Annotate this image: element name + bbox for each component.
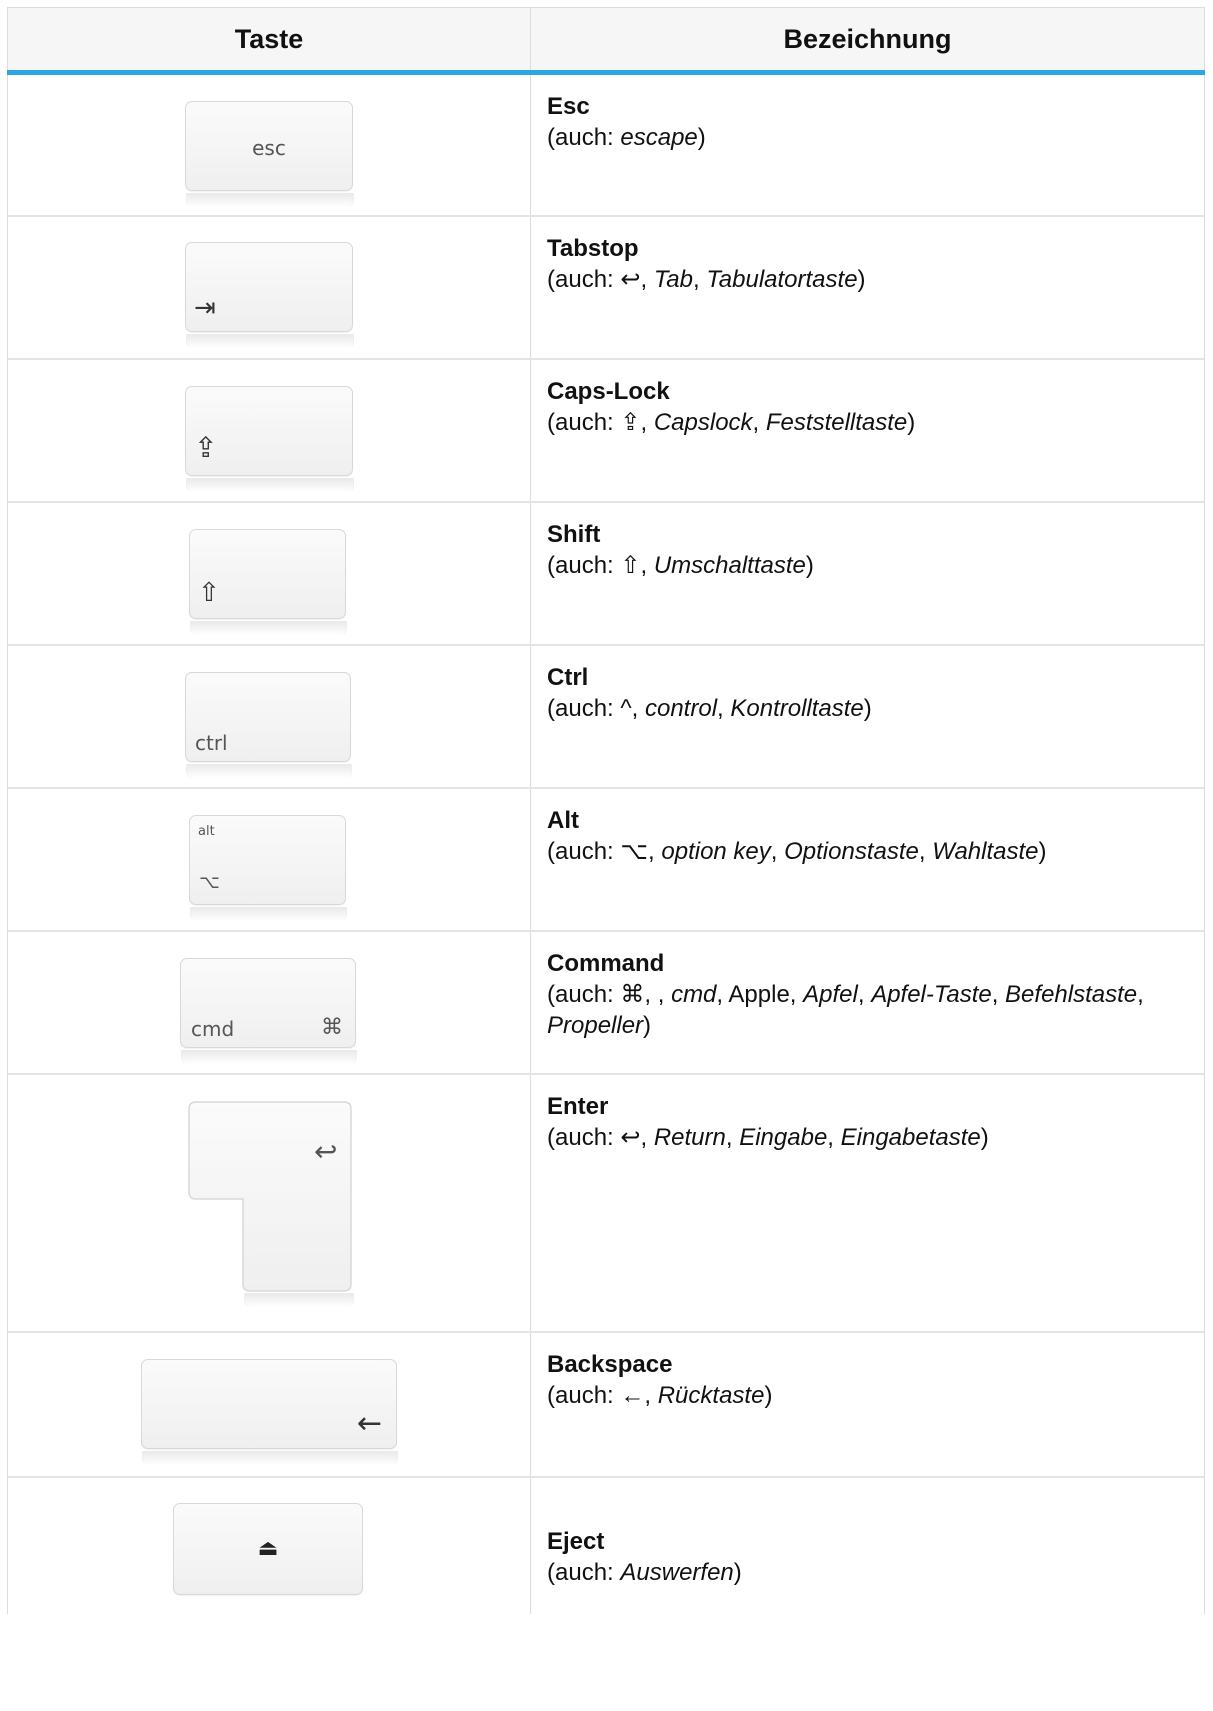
key-name: Shift <box>547 521 601 548</box>
alias-prefix: (auch: <box>547 1559 621 1586</box>
alias-term: Tab <box>653 266 693 293</box>
alias-separator: ^ <box>620 695 632 722</box>
header-bezeichnung: Bezeichnung <box>783 23 952 54</box>
key-aliases <box>547 266 866 293</box>
alias-separator: , Apple, <box>716 981 804 1008</box>
alias-prefix: (auch: <box>547 695 621 722</box>
key-aliases <box>547 1382 772 1409</box>
alias-suffix: ) <box>1038 838 1047 865</box>
alias-suffix: ) <box>863 695 872 722</box>
backspace-icon: ← <box>356 1406 382 1441</box>
alias-suffix: ) <box>907 409 916 436</box>
alias-separator: ⇪ <box>620 409 641 436</box>
description-cell <box>531 932 1204 1073</box>
key-cell <box>8 1478 531 1614</box>
table-row <box>7 1478 1205 1614</box>
alias-term: Return <box>653 1124 726 1151</box>
alias-prefix: (auch: <box>547 1124 621 1151</box>
alias-term: Optionstaste <box>784 838 919 865</box>
key-aliases <box>547 838 1047 865</box>
alias-separator: , <box>857 981 872 1008</box>
alias-term: Rücktaste <box>657 1382 765 1409</box>
alias-suffix: ) <box>764 1382 773 1409</box>
alias-separator: , <box>640 409 654 436</box>
alias-term: control <box>644 695 718 722</box>
key-reflection <box>181 1050 357 1064</box>
key-label: esc <box>252 136 286 160</box>
key-reflection <box>186 193 354 207</box>
header-taste: Taste <box>8 8 531 70</box>
alias-term: Apfel-Taste <box>871 981 992 1008</box>
alias-separator: , <box>640 1124 654 1151</box>
alias-term: Auswerfen <box>620 1559 734 1586</box>
alias-separator: , <box>640 266 654 293</box>
table-row <box>7 646 1205 789</box>
alias-separator: , <box>644 981 658 1008</box>
key-cell <box>8 75 531 215</box>
key-name: Enter <box>547 1093 609 1120</box>
alias-separator: , <box>631 695 645 722</box>
alias-term: Eingabe <box>739 1124 828 1151</box>
eject-icon: ⏏ <box>257 1536 279 1561</box>
alias-prefix: (auch: <box>547 981 621 1008</box>
alias-separator: ⌥ <box>620 838 649 865</box>
alias-prefix: (auch: <box>547 409 621 436</box>
alias-prefix: (auch: <box>547 266 621 293</box>
key-cell <box>8 1333 531 1476</box>
ctrl-key-image <box>185 672 351 762</box>
alias-separator: , <box>1137 981 1144 1008</box>
key-name: Alt <box>547 807 579 834</box>
key-cell <box>8 932 531 1073</box>
key-table <box>7 7 1205 1614</box>
alias-separator: , <box>918 838 933 865</box>
alias-separator: , <box>692 266 707 293</box>
alias-term: Propeller <box>547 1012 644 1039</box>
key-name: Backspace <box>547 1351 673 1378</box>
alias-prefix: (auch: <box>547 1382 621 1409</box>
table-row <box>7 217 1205 360</box>
cmd-key-image <box>180 958 356 1048</box>
option-icon: ⌥ <box>199 872 220 893</box>
tab-icon: ⇥ <box>194 293 216 323</box>
key-cell <box>8 360 531 501</box>
key-cell <box>8 503 531 644</box>
description-cell <box>531 1478 1204 1614</box>
alias-prefix: (auch: <box>547 124 621 151</box>
backspace-key-image <box>141 1359 397 1449</box>
alias-separator: , <box>752 409 766 436</box>
alias-suffix: ) <box>805 552 814 579</box>
alias-prefix: (auch: <box>547 838 621 865</box>
alias-separator: ⇧ <box>620 552 641 579</box>
description-cell <box>531 75 1204 215</box>
capslock-icon: ⇪ <box>194 431 218 464</box>
key-cell <box>8 217 531 358</box>
key-name: Esc <box>547 93 590 120</box>
key-label: cmd <box>191 1017 235 1041</box>
alias-separator: , <box>717 695 731 722</box>
key-aliases <box>547 981 1144 1039</box>
alias-term: option key <box>661 838 771 865</box>
table-row <box>7 75 1205 217</box>
alias-separator: ⌘ <box>620 981 645 1008</box>
alias-separator: , <box>991 981 1006 1008</box>
command-icon: ⌘ <box>321 1015 343 1040</box>
alias-term: Befehlstaste <box>1005 981 1138 1008</box>
key-aliases <box>547 409 915 436</box>
key-reflection <box>186 334 354 348</box>
description-cell <box>531 217 1204 358</box>
table-row <box>7 1333 1205 1478</box>
shift-icon: ⇧ <box>198 578 220 608</box>
key-reflection <box>190 907 347 921</box>
alias-suffix: ) <box>980 1124 989 1151</box>
alias-separator: ↩ <box>620 1124 641 1151</box>
key-reflection <box>190 621 347 635</box>
shift-key-image <box>189 529 346 619</box>
alias-term: Feststelltaste <box>765 409 908 436</box>
description-cell <box>531 1333 1204 1476</box>
alt-key-image <box>189 815 346 905</box>
alias-prefix: (auch: <box>547 552 621 579</box>
table-row <box>7 932 1205 1075</box>
alias-term: Apfel <box>803 981 858 1008</box>
alias-term: Umschalttaste <box>653 552 806 579</box>
alias-separator: , <box>640 552 654 579</box>
table-row <box>7 789 1205 932</box>
alias-suffix: ) <box>857 266 866 293</box>
enter-key-image <box>188 1101 358 1301</box>
key-name: Eject <box>547 1528 605 1555</box>
key-name: Caps-Lock <box>547 378 670 405</box>
description-cell <box>531 789 1204 930</box>
description-cell <box>531 1075 1204 1331</box>
key-aliases <box>547 124 706 151</box>
alias-term: cmd <box>671 981 717 1008</box>
alias-separator: , <box>770 838 785 865</box>
key-name: Tabstop <box>547 235 639 262</box>
alias-term: Capslock <box>653 409 753 436</box>
return-icon: ↩ <box>314 1135 338 1168</box>
alias-suffix: ) <box>697 124 706 151</box>
key-cell <box>8 646 531 787</box>
key-aliases <box>547 552 814 579</box>
alias-separator: , <box>657 981 672 1008</box>
key-name: Ctrl <box>547 664 589 691</box>
key-reflection <box>186 478 354 492</box>
alias-suffix: ) <box>733 1559 742 1586</box>
key-label: alt <box>198 824 215 839</box>
alias-separator: , <box>648 838 662 865</box>
key-name: Command <box>547 950 665 977</box>
table-header <box>7 7 1205 70</box>
description-cell <box>531 503 1204 644</box>
capslock-key-image <box>185 386 353 476</box>
description-cell <box>531 646 1204 787</box>
alias-separator: , <box>827 1124 841 1151</box>
key-aliases <box>547 695 872 722</box>
alias-separator: ↩ <box>620 266 641 293</box>
table-row <box>7 503 1205 646</box>
table-row <box>7 1075 1205 1333</box>
esc-key-image <box>185 101 353 191</box>
key-cell <box>8 1075 531 1331</box>
alias-suffix: ) <box>643 1012 652 1039</box>
alias-separator: ← <box>620 1382 645 1409</box>
alias-term: escape <box>620 124 698 151</box>
description-cell <box>531 360 1204 501</box>
table-row <box>7 360 1205 503</box>
alias-separator: , <box>725 1124 740 1151</box>
key-aliases <box>547 1559 742 1586</box>
key-aliases <box>547 1124 989 1151</box>
eject-key-image <box>173 1503 363 1595</box>
key-cell <box>8 789 531 930</box>
alias-term: Kontrolltaste <box>730 695 864 722</box>
tab-key-image <box>185 242 353 332</box>
alias-term: Eingabetaste <box>840 1124 981 1151</box>
key-reflection <box>142 1451 398 1465</box>
key-reflection <box>244 1293 354 1307</box>
key-reflection <box>186 764 352 778</box>
key-label: ctrl <box>195 731 228 755</box>
alias-term: Tabulatortaste <box>706 266 858 293</box>
alias-term: Wahltaste <box>932 838 1039 865</box>
alias-separator: , <box>644 1382 658 1409</box>
